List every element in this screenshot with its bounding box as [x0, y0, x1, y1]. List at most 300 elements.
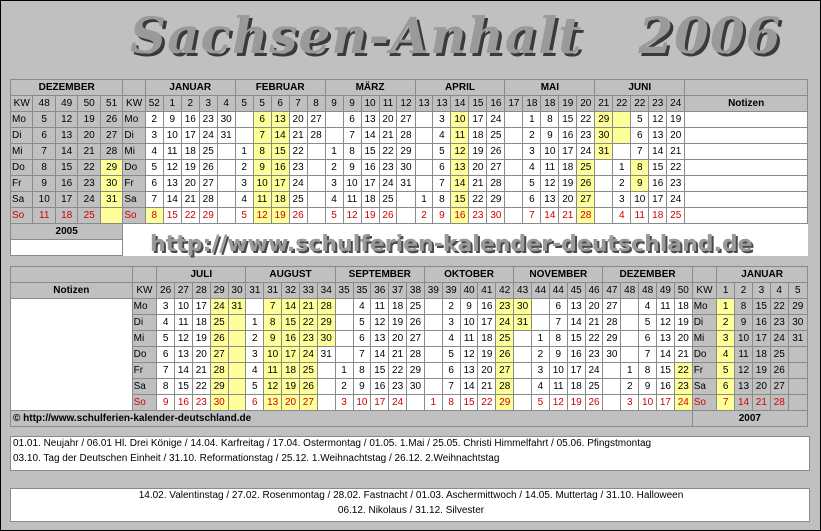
day-cell: 17: [657, 395, 675, 411]
day-label: So: [132, 395, 157, 411]
kw-number: 5: [235, 96, 253, 112]
day-cell: 8: [631, 160, 649, 176]
day-cell: 19: [478, 347, 496, 363]
day-cell: [217, 176, 235, 192]
day-label: So: [11, 208, 33, 224]
day-cell: 9: [343, 160, 361, 176]
day-cell: 7: [523, 208, 541, 224]
day-cell: 26: [299, 379, 317, 395]
day-label: Di: [132, 315, 157, 331]
day-cell: 21: [585, 315, 603, 331]
notes-line[interactable]: [685, 128, 808, 144]
day-cell: [228, 395, 246, 411]
kw-number: 39: [442, 283, 460, 299]
day-cell: 26: [289, 208, 307, 224]
day-cell: 16: [361, 160, 379, 176]
kw-number: 22: [631, 96, 649, 112]
day-cell: 13: [361, 112, 379, 128]
day-cell: 25: [577, 160, 595, 176]
day-cell: 19: [271, 208, 289, 224]
day-cell: 5: [433, 144, 451, 160]
day-cell: 28: [210, 363, 228, 379]
month-header-row: [11, 80, 808, 96]
day-cell: 23: [585, 347, 603, 363]
day-cell: 9: [460, 299, 478, 315]
day-cell: 11: [657, 299, 675, 315]
day-cell: 15: [451, 192, 469, 208]
day-cell: 4: [523, 160, 541, 176]
day-cell: 8: [442, 395, 460, 411]
kw-number: 45: [567, 283, 585, 299]
day-cell: 24: [674, 395, 692, 411]
week-day-row: [11, 347, 808, 363]
day-cell: 7: [442, 379, 460, 395]
day-cell: 5: [523, 176, 541, 192]
day-cell: 12: [343, 208, 361, 224]
day-cell: [228, 363, 246, 379]
day-cell: 14: [567, 315, 585, 331]
day-cell: 29: [199, 208, 217, 224]
day-cell: 29: [210, 379, 228, 395]
day-cell: [317, 395, 335, 411]
day-cell: 30: [217, 112, 235, 128]
day-cell: 7: [631, 144, 649, 160]
month-label: DEZEMBER: [11, 80, 123, 96]
day-cell: 21: [78, 144, 100, 160]
day-cell: 12: [649, 112, 667, 128]
day-cell: 29: [595, 112, 613, 128]
day-cell: 27: [496, 363, 514, 379]
day-cell: 6: [523, 192, 541, 208]
day-cell: 25: [199, 144, 217, 160]
day-cell: 8: [353, 363, 371, 379]
day-cell: 6: [253, 112, 271, 128]
day-cell: 11: [343, 192, 361, 208]
day-cell: 18: [649, 208, 667, 224]
notes-header: Notizen: [11, 283, 133, 299]
day-cell: 25: [667, 208, 685, 224]
day-cell: [217, 160, 235, 176]
day-cell: 19: [559, 176, 577, 192]
day-cell: 14: [649, 144, 667, 160]
kw-number: 32: [282, 283, 300, 299]
day-cell: 12: [549, 395, 567, 411]
day-cell: 10: [33, 192, 55, 208]
day-cell: 6: [631, 128, 649, 144]
day-cell: [788, 363, 807, 379]
day-cell: [424, 347, 442, 363]
day-cell: [788, 395, 807, 411]
day-cell: 26: [577, 176, 595, 192]
kw-number: 24: [667, 96, 685, 112]
day-label: Do: [132, 347, 157, 363]
day-cell: 3: [621, 395, 639, 411]
day-label: Di: [123, 128, 145, 144]
day-cell: 30: [788, 315, 807, 331]
kw-number: 4: [770, 283, 788, 299]
day-cell: 28: [770, 395, 788, 411]
day-cell: 27: [307, 112, 325, 128]
day-cell: 7: [717, 395, 735, 411]
notes-line[interactable]: [685, 192, 808, 208]
kw-number: 48: [33, 96, 55, 112]
day-cell: 3: [532, 363, 550, 379]
day-cell: 30: [514, 299, 532, 315]
day-cell: 10: [353, 395, 371, 411]
day-cell: 7: [343, 128, 361, 144]
day-cell: 27: [487, 160, 505, 176]
day-cell: [613, 144, 631, 160]
day-cell: 10: [735, 331, 753, 347]
kw-number: 1: [717, 283, 735, 299]
day-cell: 28: [317, 299, 335, 315]
day-cell: 25: [407, 299, 425, 315]
day-cell: 28: [407, 347, 425, 363]
day-cell: 12: [657, 315, 675, 331]
kw-label: KW: [11, 96, 33, 112]
day-cell: 4: [433, 128, 451, 144]
day-cell: [505, 128, 523, 144]
day-cell: 9: [253, 160, 271, 176]
day-cell: 22: [770, 299, 788, 315]
day-cell: [228, 379, 246, 395]
day-cell: 29: [317, 315, 335, 331]
notes-line[interactable]: [685, 112, 808, 128]
day-cell: 24: [389, 395, 407, 411]
day-cell: 15: [371, 363, 389, 379]
day-cell: 12: [163, 160, 181, 176]
day-cell: 18: [389, 299, 407, 315]
day-cell: 9: [157, 395, 175, 411]
day-cell: 4: [442, 331, 460, 347]
notes-line[interactable]: [685, 160, 808, 176]
day-cell: 6: [433, 160, 451, 176]
day-cell: 22: [577, 112, 595, 128]
day-cell: 22: [299, 315, 317, 331]
month-label: MAI: [505, 80, 595, 96]
day-cell: [415, 144, 433, 160]
day-cell: 3: [325, 176, 343, 192]
notes-line[interactable]: [685, 144, 808, 160]
day-cell: [100, 208, 122, 224]
day-cell: 10: [253, 176, 271, 192]
day-cell: [613, 112, 631, 128]
day-cell: 16: [752, 315, 770, 331]
day-cell: 17: [271, 176, 289, 192]
day-cell: 19: [667, 112, 685, 128]
copyright-url[interactable]: © http://www.schulferien-kalender-deutschland.de: [11, 411, 693, 427]
day-label: Mi: [123, 144, 145, 160]
notes-line[interactable]: [11, 395, 133, 411]
day-cell: 15: [649, 160, 667, 176]
day-cell: 6: [145, 176, 163, 192]
day-cell: [325, 128, 343, 144]
day-cell: 9: [639, 379, 657, 395]
day-cell: 23: [389, 379, 407, 395]
day-cell: 4: [246, 363, 264, 379]
day-cell: 4: [145, 144, 163, 160]
day-cell: [228, 331, 246, 347]
kw-number: 7: [289, 96, 307, 112]
day-cell: 15: [460, 395, 478, 411]
month-label: FEBRUAR: [235, 80, 325, 96]
day-cell: 27: [577, 192, 595, 208]
day-cell: 11: [33, 208, 55, 224]
day-cell: 2: [415, 208, 433, 224]
kw-number: 43: [514, 283, 532, 299]
day-label: Mi: [11, 144, 33, 160]
day-cell: 18: [55, 208, 77, 224]
kw-row: [11, 283, 808, 299]
day-cell: 9: [631, 176, 649, 192]
day-cell: 21: [752, 395, 770, 411]
special-days-list: [10, 488, 810, 522]
kw-number: 50: [78, 96, 100, 112]
day-cell: 3: [523, 144, 541, 160]
day-cell: 16: [175, 395, 193, 411]
day-cell: 31: [788, 331, 807, 347]
day-cell: 2: [246, 331, 264, 347]
kw-number: 49: [55, 96, 77, 112]
month-label: JANUAR: [145, 80, 235, 96]
day-cell: 24: [667, 192, 685, 208]
notes-line[interactable]: [11, 379, 133, 395]
day-cell: 22: [289, 144, 307, 160]
day-cell: 1: [621, 363, 639, 379]
notes-line[interactable]: [11, 347, 133, 363]
day-cell: 5: [157, 331, 175, 347]
day-cell: 23: [192, 395, 210, 411]
day-cell: 27: [770, 379, 788, 395]
day-cell: [505, 176, 523, 192]
day-cell: 16: [282, 331, 300, 347]
day-cell: [235, 128, 253, 144]
day-cell: 17: [192, 299, 210, 315]
kw-number: 34: [317, 283, 335, 299]
day-label: Fr: [11, 176, 33, 192]
day-cell: 16: [371, 379, 389, 395]
day-cell: 21: [181, 192, 199, 208]
day-cell: 20: [478, 363, 496, 379]
day-cell: 10: [451, 112, 469, 128]
day-cell: 15: [559, 112, 577, 128]
day-label: Mi: [692, 331, 717, 347]
day-cell: 4: [717, 347, 735, 363]
day-cell: [595, 192, 613, 208]
day-cell: 1: [532, 331, 550, 347]
day-cell: 5: [532, 395, 550, 411]
day-cell: 15: [163, 208, 181, 224]
day-cell: 3: [717, 331, 735, 347]
day-label: Sa: [132, 379, 157, 395]
day-cell: 15: [55, 160, 77, 176]
day-cell: 15: [271, 144, 289, 160]
url-banner: http://www.schulferien-kalender-deutschland.de: [150, 232, 753, 257]
day-cell: [217, 144, 235, 160]
day-cell: 25: [210, 315, 228, 331]
day-cell: 22: [181, 208, 199, 224]
notes-line[interactable]: [11, 363, 133, 379]
day-cell: 27: [397, 112, 415, 128]
notes-line[interactable]: [11, 331, 133, 347]
day-cell: 31: [514, 315, 532, 331]
day-cell: 26: [487, 144, 505, 160]
day-cell: 4: [613, 208, 631, 224]
day-cell: [595, 176, 613, 192]
kw-number: 35: [335, 283, 353, 299]
day-cell: 11: [163, 144, 181, 160]
kw-number: 46: [585, 283, 603, 299]
day-label: So: [123, 208, 145, 224]
day-label: Mo: [132, 299, 157, 315]
day-cell: 13: [371, 331, 389, 347]
kw-number: 12: [397, 96, 415, 112]
day-cell: 11: [451, 128, 469, 144]
day-cell: 26: [210, 331, 228, 347]
day-cell: 11: [549, 379, 567, 395]
day-cell: 16: [55, 176, 77, 192]
day-cell: [505, 112, 523, 128]
day-cell: 20: [667, 128, 685, 144]
kw-number: 1: [163, 96, 181, 112]
day-cell: 12: [253, 208, 271, 224]
day-cell: 11: [175, 315, 193, 331]
day-cell: 5: [639, 315, 657, 331]
day-cell: 11: [735, 347, 753, 363]
day-cell: 30: [603, 347, 621, 363]
kw-row: [11, 96, 808, 112]
day-cell: 23: [299, 331, 317, 347]
day-cell: 25: [299, 363, 317, 379]
day-label: Do: [11, 160, 33, 176]
day-cell: 5: [325, 208, 343, 224]
day-cell: 27: [299, 395, 317, 411]
day-cell: 18: [192, 315, 210, 331]
kw-number: 9: [343, 96, 361, 112]
day-cell: 1: [246, 315, 264, 331]
day-cell: 9: [541, 128, 559, 144]
week-day-row: [11, 128, 808, 144]
day-cell: 21: [192, 363, 210, 379]
day-cell: 11: [460, 331, 478, 347]
week-day-row: [11, 363, 808, 379]
day-cell: 3: [442, 315, 460, 331]
day-cell: [424, 331, 442, 347]
day-cell: 6: [246, 395, 264, 411]
day-cell: 13: [541, 192, 559, 208]
kw-label: KW: [132, 283, 157, 299]
day-cell: 7: [353, 347, 371, 363]
kw-number: 4: [217, 96, 235, 112]
day-cell: [228, 315, 246, 331]
copyright-row: [11, 411, 808, 427]
day-cell: 10: [549, 363, 567, 379]
special-days-line-2: 06.12. Nikolaus / 31.12. Silvester: [337, 505, 485, 516]
day-cell: 19: [389, 315, 407, 331]
day-cell: [307, 160, 325, 176]
day-cell: 8: [145, 208, 163, 224]
day-label: Do: [123, 160, 145, 176]
week-day-row: [11, 192, 808, 208]
notes-line[interactable]: [11, 299, 133, 315]
day-cell: 2: [145, 112, 163, 128]
day-cell: 22: [78, 160, 100, 176]
day-cell: [532, 315, 550, 331]
spacer: [11, 240, 123, 256]
kw-number: 37: [389, 283, 407, 299]
day-cell: 28: [397, 128, 415, 144]
day-cell: 8: [735, 299, 753, 315]
day-cell: 16: [567, 347, 585, 363]
blank-header: [11, 267, 133, 283]
day-cell: 28: [100, 144, 122, 160]
day-cell: 20: [585, 299, 603, 315]
day-cell: [307, 144, 325, 160]
month-label: NOVEMBER: [514, 267, 603, 283]
day-cell: 14: [541, 208, 559, 224]
day-cell: 15: [282, 315, 300, 331]
day-cell: 3: [246, 347, 264, 363]
day-cell: 14: [657, 347, 675, 363]
day-cell: 29: [496, 395, 514, 411]
day-cell: 21: [674, 347, 692, 363]
day-label: Mi: [132, 331, 157, 347]
day-cell: [514, 363, 532, 379]
week-day-row: [11, 379, 808, 395]
notes-line[interactable]: [685, 176, 808, 192]
day-cell: 9: [163, 112, 181, 128]
kw-number: 22: [613, 96, 631, 112]
kw-number: 29: [210, 283, 228, 299]
day-cell: 22: [585, 331, 603, 347]
day-cell: 14: [460, 379, 478, 395]
day-cell: 21: [478, 379, 496, 395]
notes-line[interactable]: [685, 208, 808, 224]
day-label: So: [692, 395, 717, 411]
kw-number: 6: [271, 96, 289, 112]
day-cell: 23: [674, 379, 692, 395]
day-cell: 17: [361, 176, 379, 192]
day-cell: 24: [299, 347, 317, 363]
kw-number: 31: [246, 283, 264, 299]
day-cell: [415, 128, 433, 144]
kw-number: 11: [379, 96, 397, 112]
day-cell: 29: [397, 144, 415, 160]
day-cell: [788, 379, 807, 395]
day-cell: [621, 315, 639, 331]
kw-number: 16: [487, 96, 505, 112]
day-cell: [424, 363, 442, 379]
day-cell: 24: [770, 331, 788, 347]
day-cell: 30: [100, 176, 122, 192]
kw-number: 52: [145, 96, 163, 112]
day-cell: 9: [264, 331, 282, 347]
notes-line[interactable]: [11, 315, 133, 331]
day-cell: 17: [55, 192, 77, 208]
day-cell: [217, 192, 235, 208]
day-cell: 20: [181, 176, 199, 192]
day-cell: 10: [163, 128, 181, 144]
day-cell: 31: [228, 299, 246, 315]
day-cell: [514, 379, 532, 395]
kw-number: 30: [228, 283, 246, 299]
day-cell: 25: [379, 192, 397, 208]
day-cell: 19: [78, 112, 100, 128]
day-cell: 20: [559, 192, 577, 208]
kw-number: 13: [415, 96, 433, 112]
day-cell: [621, 347, 639, 363]
week-day-row: [11, 160, 808, 176]
